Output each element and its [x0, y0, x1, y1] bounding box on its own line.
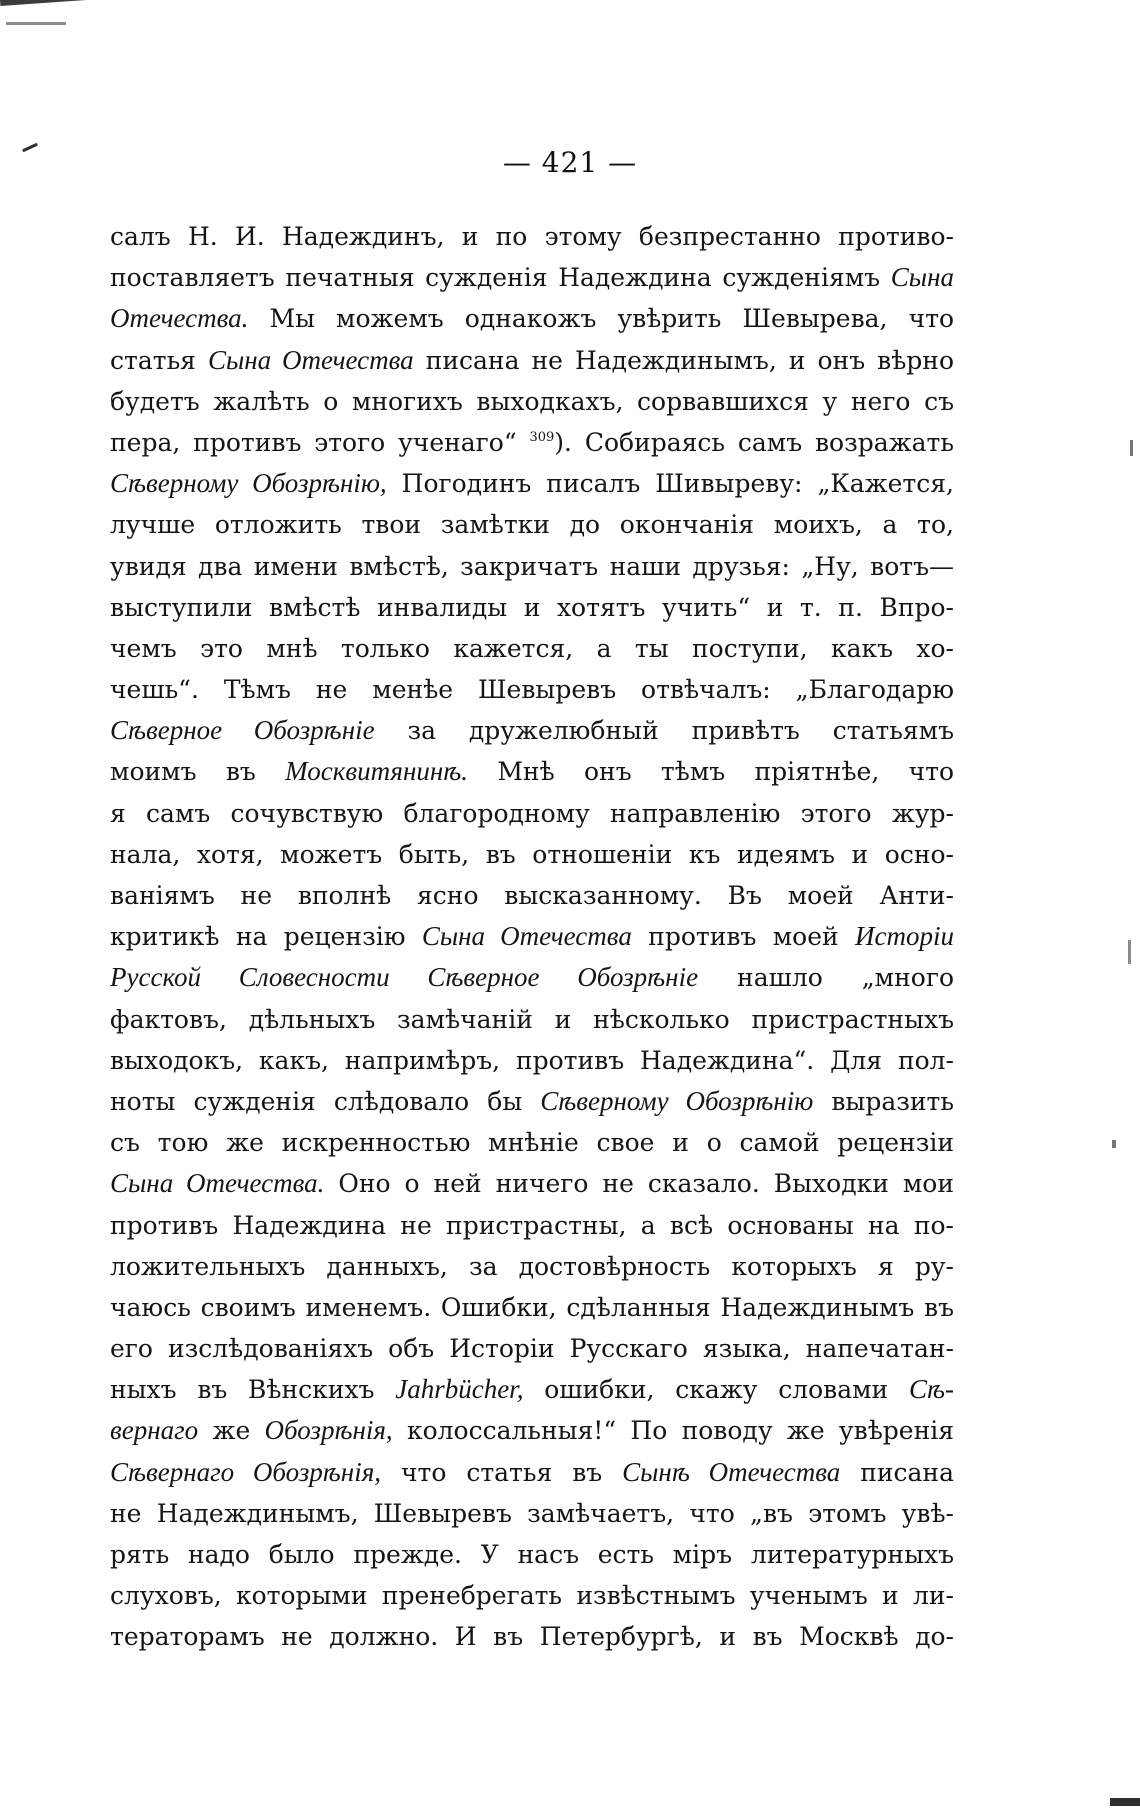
- scan-speck-top-left: [0, 0, 130, 6]
- text-segment: увидя два имени вмѣстѣ, закричатъ наши друзья: „Ну, вотъ—: [110, 551, 954, 581]
- text-segment: ваніямъ не вполнѣ ясно высказанному. Въ моей Анти-: [110, 881, 954, 910]
- text-segment: за дружелюбный привѣтъ статьямъ: [374, 716, 954, 746]
- text-segment: будетъ жалѣть о многихъ выходкахъ, сорвавшихся у него съ: [110, 386, 954, 416]
- text-line: [110, 751, 954, 792]
- text-segment: фактовъ, дѣльныхъ замѣчаній и нѣсколько пристрастныхъ: [110, 1004, 954, 1034]
- text-segment: противъ моей: [631, 922, 856, 952]
- text-line: [110, 1246, 954, 1287]
- italic-title: Сынѣ Отечества: [622, 1456, 841, 1487]
- text-segment: пера, противъ этого ученаго“: [110, 427, 530, 457]
- text-line: [110, 381, 954, 422]
- text-segment: критикѣ на рецензію: [110, 922, 422, 952]
- text-line: [110, 1081, 954, 1122]
- text-segment: салъ Н. И. Надеждинъ, и по этому безпрестанно противо-: [110, 222, 954, 251]
- scan-speck-right-margin: [1130, 440, 1133, 456]
- text-segment: Мы можемъ однакожъ увѣрить Шевырева, что: [248, 304, 954, 334]
- italic-title: Сѣвернаго Обозрѣнія,: [110, 1456, 382, 1487]
- italic-title: Русской Словесности Сѣверное Обозрѣніе: [110, 962, 699, 993]
- text-line: [110, 1040, 954, 1081]
- text-segment: Мнѣ онъ тѣмъ пріятнѣе, что: [468, 757, 954, 787]
- text-segment: съ тою же искренностью мнѣніе свое и о самой рецензіи: [110, 1128, 954, 1158]
- text-segment: Оно о ней ничего не сказало. Выходки мои: [324, 1169, 954, 1199]
- italic-title: вернаго: [110, 1415, 199, 1446]
- text-segment: рять надо было прежде. У насъ есть міръ литературныхъ: [110, 1540, 954, 1569]
- text-line: [110, 1410, 954, 1451]
- text-line: [110, 710, 954, 751]
- text-segment: чемъ это мнѣ только кажется, а ты поступи, какъ хо-: [110, 633, 954, 663]
- text-segment: же: [198, 1416, 265, 1446]
- text-segment: противъ Надеждина не пристрастны, а всѣ основаны на по-: [110, 1210, 954, 1240]
- italic-title: Исторіи: [855, 921, 954, 952]
- scan-speck-bottom-right: [1110, 1798, 1140, 1806]
- page-number: — 421 —: [502, 146, 638, 179]
- text-line: [110, 1616, 954, 1657]
- italic-title: Сына: [890, 262, 954, 293]
- text-segment: слуховъ, которыми пренебрегать извѣстнымъ ученымъ и ли-: [110, 1581, 954, 1611]
- italic-title: Сына Отечества: [421, 921, 632, 952]
- text-line: [110, 587, 954, 628]
- italic-title: Сѣ-: [908, 1374, 954, 1405]
- footnote-ref: 309: [529, 429, 555, 445]
- text-segment: нашло „много: [698, 963, 954, 993]
- text-line: [110, 1493, 954, 1534]
- text-line: [110, 422, 954, 463]
- text-segment: поставляетъ печатныя сужденія Надеждина сужденіямъ: [110, 263, 891, 293]
- text-line: [110, 875, 954, 916]
- text-segment: ложительныхъ данныхъ, за достовѣрность которыхъ я ру-: [110, 1251, 954, 1281]
- text-segment: писана не Надеждинымъ, и онъ вѣрно: [413, 345, 954, 375]
- text-line: [110, 1575, 954, 1616]
- text-segment: его изслѣдованіяхъ объ Исторіи Русскаго языка, напечатан-: [110, 1334, 954, 1364]
- text-line: [110, 628, 954, 669]
- text-segment: выступили вмѣстѣ инвалиды и хотятъ учить“ и т. п. Впро-: [110, 592, 954, 622]
- text-segment: ноты сужденія слѣдовало бы: [110, 1086, 541, 1116]
- text-segment: тераторамъ не должно. И въ Петербургѣ, и въ Москвѣ до-: [110, 1622, 954, 1652]
- italic-title: Jahrbücher,: [395, 1374, 524, 1405]
- text-segment: колоссальныя!“ По поводу же увѣренія: [392, 1416, 954, 1446]
- scan-speck-right-margin-3: [1112, 1140, 1116, 1148]
- text-line: [110, 916, 954, 957]
- text-line: [110, 1122, 954, 1163]
- text-segment: выходокъ, какъ, напримѣръ, противъ Надеждина“. Для пол-: [110, 1045, 954, 1075]
- text-line: [110, 216, 954, 257]
- text-line: [110, 793, 954, 834]
- text-line: [110, 1328, 954, 1369]
- text-segment: Погодинъ писалъ Шивыреву: „Кажется,: [386, 469, 954, 499]
- text-segment: ошибки, скажу словами: [523, 1375, 909, 1405]
- text-line: [110, 257, 954, 298]
- text-line: [110, 340, 954, 381]
- text-line: [110, 463, 954, 504]
- italic-title: Отечества.: [110, 303, 249, 334]
- text-line: [110, 298, 954, 339]
- scan-speck-top-left-dots: [6, 22, 66, 25]
- text-line: [110, 546, 954, 587]
- text-line: [110, 1452, 954, 1493]
- text-line: [110, 669, 954, 710]
- text-segment: чаюсь своимъ именемъ. Ошибки, сдѣланныя Надеждинымъ въ: [110, 1292, 954, 1322]
- text-segment: лучше отложить твои замѣтки до окончанія моихъ, а то,: [110, 510, 954, 540]
- scan-speck-right-margin-2: [1128, 940, 1131, 964]
- text-segment: нала, хотя, можетъ быть, въ отношеніи къ идеямъ и осно-: [110, 839, 954, 869]
- text-segment: выразить: [813, 1086, 954, 1116]
- text-line: [110, 1534, 954, 1575]
- italic-title: Сѣверному Обозрѣнію: [540, 1085, 814, 1116]
- text-segment: моимъ въ: [110, 757, 286, 787]
- text-line: [110, 1369, 954, 1410]
- text-line: [110, 504, 954, 545]
- italic-title: Сына Отечества.: [110, 1168, 325, 1199]
- text-segment: ныхъ въ Вѣнскихъ: [110, 1375, 396, 1405]
- italic-title: Сѣверное Обозрѣніе: [110, 715, 375, 746]
- italic-title: Сына Отечества: [207, 344, 414, 375]
- text-line: [110, 1287, 954, 1328]
- text-segment: что статья въ: [381, 1457, 623, 1487]
- text-line: [110, 957, 954, 998]
- italic-title: Обозрѣнія,: [264, 1415, 393, 1446]
- text-segment: статья: [110, 345, 208, 375]
- text-line: [110, 1205, 954, 1246]
- text-segment: ). Собираясь самъ возражать: [554, 427, 954, 457]
- text-segment: не Надеждинымъ, Шевыревъ замѣчаетъ, что „въ этомъ увѣ-: [110, 1498, 954, 1528]
- body-text: [110, 216, 954, 1658]
- text-segment: чешь“. Тѣмъ не менѣе Шевыревъ отвѣчалъ: „Благодарю: [110, 675, 954, 705]
- italic-title: Москвитянинѣ.: [285, 756, 469, 787]
- text-line: [110, 999, 954, 1040]
- text-line: [110, 1163, 954, 1204]
- text-line: [110, 834, 954, 875]
- italic-title: Сѣверному Обозрѣнію,: [110, 468, 387, 499]
- text-segment: писана: [840, 1457, 954, 1487]
- text-segment: я самъ сочувствую благородному направленію этого жур-: [110, 798, 954, 828]
